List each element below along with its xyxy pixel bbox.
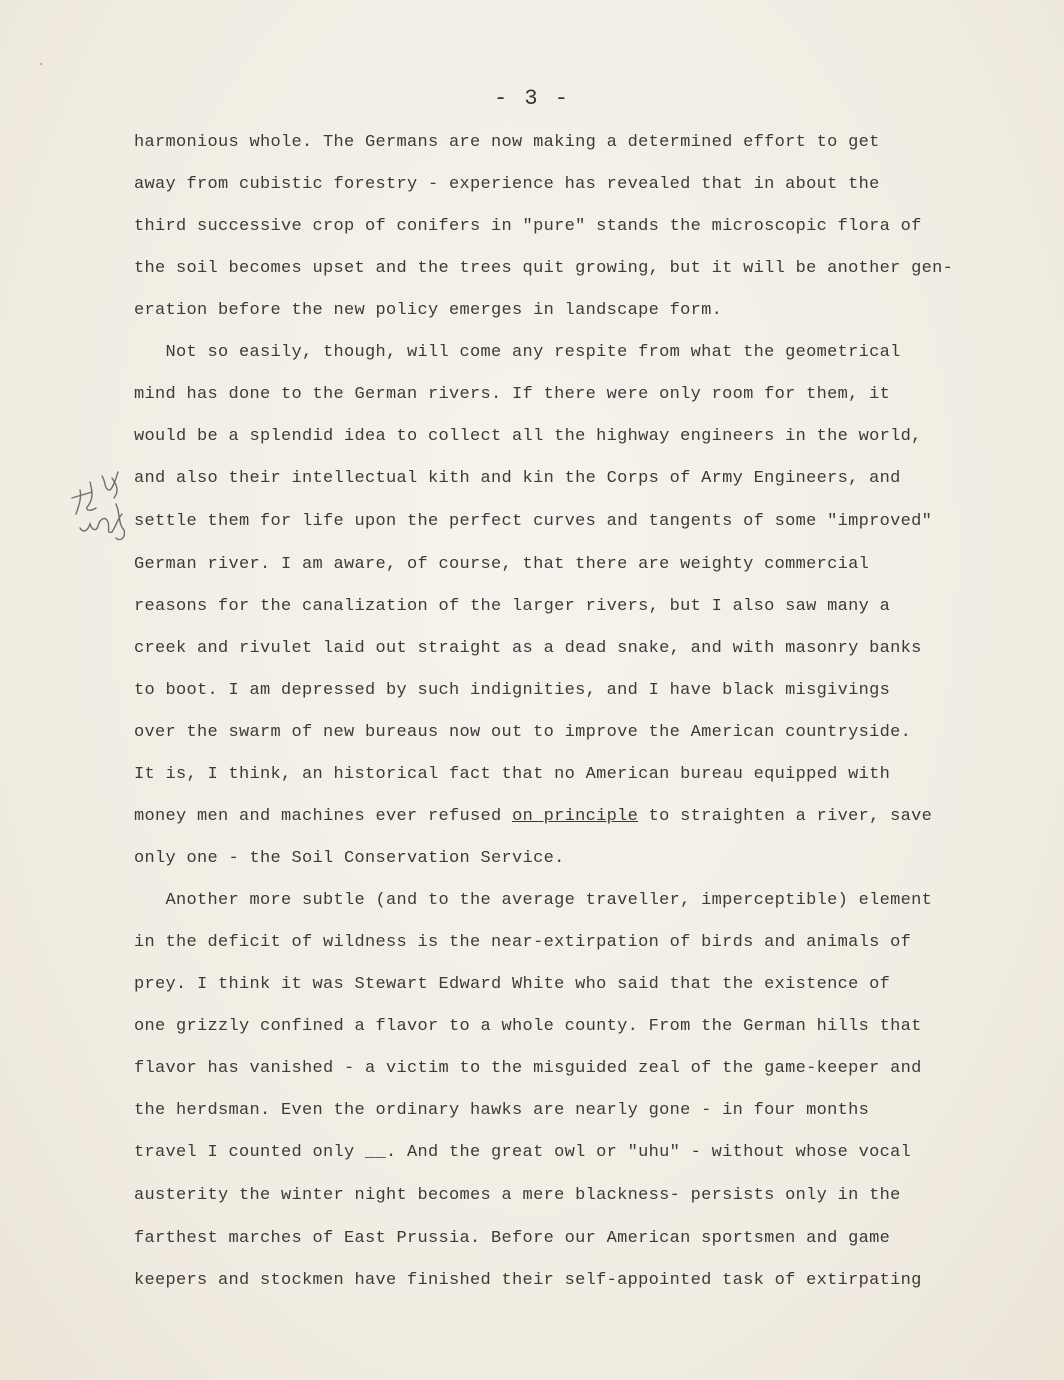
text-line: reasons for the canalization of the larger rivers, but I also saw many a [134, 597, 891, 616]
text-line: harmonious whole. The Germans are now making a determined effort to get [134, 133, 880, 152]
text-line: austerity the winter night becomes a mere blackness- persists only in the [134, 1186, 901, 1205]
text-line: Another more subtle (and to the average traveller, imperceptible) element [134, 891, 933, 910]
text-line: to boot. I am depressed by such indignities, and I have black misgivings [134, 681, 891, 700]
text-line: over the swarm of new bureaus now out to improve the American countryside. [134, 723, 912, 742]
text-line: and also their intellectual kith and kin the Corps of Army Engineers, and [134, 469, 901, 488]
text-line: German river. I am aware, of course, that there are weighty commercial [134, 555, 870, 574]
page-number: - 3 - [493, 86, 570, 111]
text-line: in the deficit of wildness is the near-extirpation of birds and animals of [134, 933, 912, 952]
text-segment: money men and machines ever refused [134, 807, 513, 826]
text-line: farthest marches of East Prussia. Before our American sportsmen and game [134, 1229, 891, 1248]
text-line: creek and rivulet laid out straight as a dead snake, and with masonry banks [134, 639, 922, 658]
text-line: settle them for life upon the perfect curves and tangents of some "improved" [134, 512, 933, 531]
paper-speck [38, 54, 44, 60]
text-segment: to straighten a river, save [638, 807, 933, 826]
text-line: away from cubistic forestry - experience has revealed that in about the [134, 175, 880, 194]
text-line: travel I counted only __. And the great owl or "uhu" - without whose vocal [134, 1143, 912, 1162]
text-line: only one - the Soil Conservation Service. [134, 849, 565, 868]
text-line: flavor has vanished - a victim to the misguided zeal of the game-keeper and [134, 1059, 922, 1078]
text-line: the herdsman. Even the ordinary hawks are nearly gone - in four months [134, 1101, 870, 1120]
text-line: one grizzly confined a flavor to a whole county. From the German hills that [134, 1017, 922, 1036]
text-line [134, 807, 932, 826]
text-line: It is, I think, an historical fact that no American bureau equipped with [134, 765, 891, 784]
text-line: Not so easily, though, will come any respite from what the geometrical [134, 343, 901, 362]
text-line: would be a splendid idea to collect all the highway engineers in the world, [134, 427, 922, 446]
underlined-phrase: on principle [512, 807, 639, 826]
text-line: eration before the new policy emerges in landscape form. [134, 301, 723, 320]
text-line: keepers and stockmen have finished their self-appointed task of extirpating [134, 1271, 922, 1290]
text-line: the soil becomes upset and the trees quit growing, but it will be another gen- [134, 259, 954, 278]
text-line: mind has done to the German rivers. If there were only room for them, it [134, 385, 891, 404]
text-line: third successive crop of conifers in "pure" stands the microscopic flora of [134, 217, 922, 236]
pencil-scribble-icon [66, 468, 136, 558]
text-line: prey. I think it was Stewart Edward White who said that the existence of [134, 975, 891, 994]
handwritten-marginal-note [66, 468, 136, 558]
